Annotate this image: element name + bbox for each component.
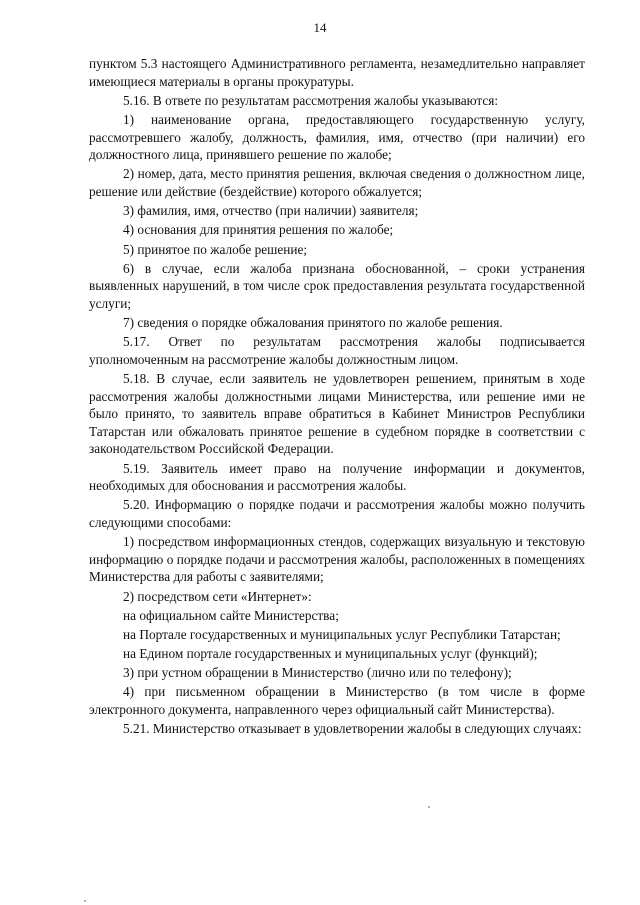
page-number: 14 (313, 20, 327, 35)
list-item-5-16-1: 1) наименование органа, предоставляющего государственную услугу, рассмотревшего жалобу, должность, фамилия, имя, отчество (при наличии) его должностного лица, принявшего решение по жалобе; (89, 111, 585, 163)
scan-speck (84, 900, 86, 902)
paragraph-5-17: 5.17. Ответ по результатам рассмотрения жалобы подписывается уполномоченным на рассмотрение жалобы должностным лицом. (89, 334, 585, 367)
list-item-5-16-4: 4) основания для принятия решения по жалобе; (123, 222, 394, 238)
list-subitem-regional-portal: на Портале государственных и муниципальных услуг Республики Татарстан; (123, 626, 561, 642)
paragraph-5-16: 5.16. В ответе по результатам рассмотрения жалобы указываются: (123, 92, 499, 108)
document-body (89, 55, 585, 739)
list-item-5-16-2: 2) номер, дата, место принятия решения, включая сведения о должностном лице, решение или действие (бездействие) которого обжалуется; (89, 166, 585, 199)
list-item-5-16-3: 3) фамилия, имя, отчество (при наличии) заявителя; (123, 203, 419, 219)
list-item-5-20-1: 1) посредством информационных стендов, содержащих визуальную и текстовую информацию о порядке подачи и рассмотрения жалобы, расположенных в помещениях Министерства для работы с заявителями; (89, 534, 585, 585)
paragraph-5-20: 5.20. Информацию о порядке подачи и рассмотрения жалобы можно получить следующими способами: (89, 497, 585, 530)
list-item-5-20-3: 3) при устном обращении в Министерство (лично или по телефону); (123, 665, 512, 681)
scan-speck (428, 806, 430, 808)
paragraph-5-19: 5.19. Заявитель имеет право на получение информации и документов, необходимых для обоснования и рассмотрения жалобы. (89, 460, 585, 494)
list-item-5-16-5: 5) принятое по жалобе решение; (123, 241, 308, 257)
paragraph-5-18: 5.18. В случае, если заявитель не удовлетворен решением, принятым в ходе рассмотрения жалобы должностными лицами Министерства, или решение ими не было принято, то заявитель вправе обратиться в Кабинет Министров Республики Татарстан или обжаловать принятое решение в судебном порядке в соответствии с законодательством Российской Федерации. (89, 371, 585, 457)
list-item-5-16-6: 6) в случае, если жалоба признана обоснованной, – сроки устранения выявленных нарушений, в том числе срок предоставления результата государственной услуги; (89, 260, 585, 311)
list-subitem-federal-portal: на Едином портале государственных и муниципальных услуг (функций); (123, 646, 538, 662)
paragraph-5-21: 5.21. Министерство отказывает в удовлетворении жалобы в следующих случаях: (123, 721, 582, 737)
list-subitem-official-site: на официальном сайте Министерства; (123, 607, 339, 623)
list-item-5-20-4: 4) при письменном обращении в Министерство (в том числе в форме электронного документа, направленного через официальный сайт Министерства). (89, 684, 585, 718)
list-item-5-16-7: 7) сведения о порядке обжалования принятого по жалобе решения. (123, 315, 503, 331)
list-item-5-20-2: 2) посредством сети «Интернет»: (123, 588, 312, 604)
paragraph-continuation: пунктом 5.3 настоящего Административного регламента, незамедлительно направляет имеющиеся материалы в органы прокуратуры. (89, 56, 585, 89)
